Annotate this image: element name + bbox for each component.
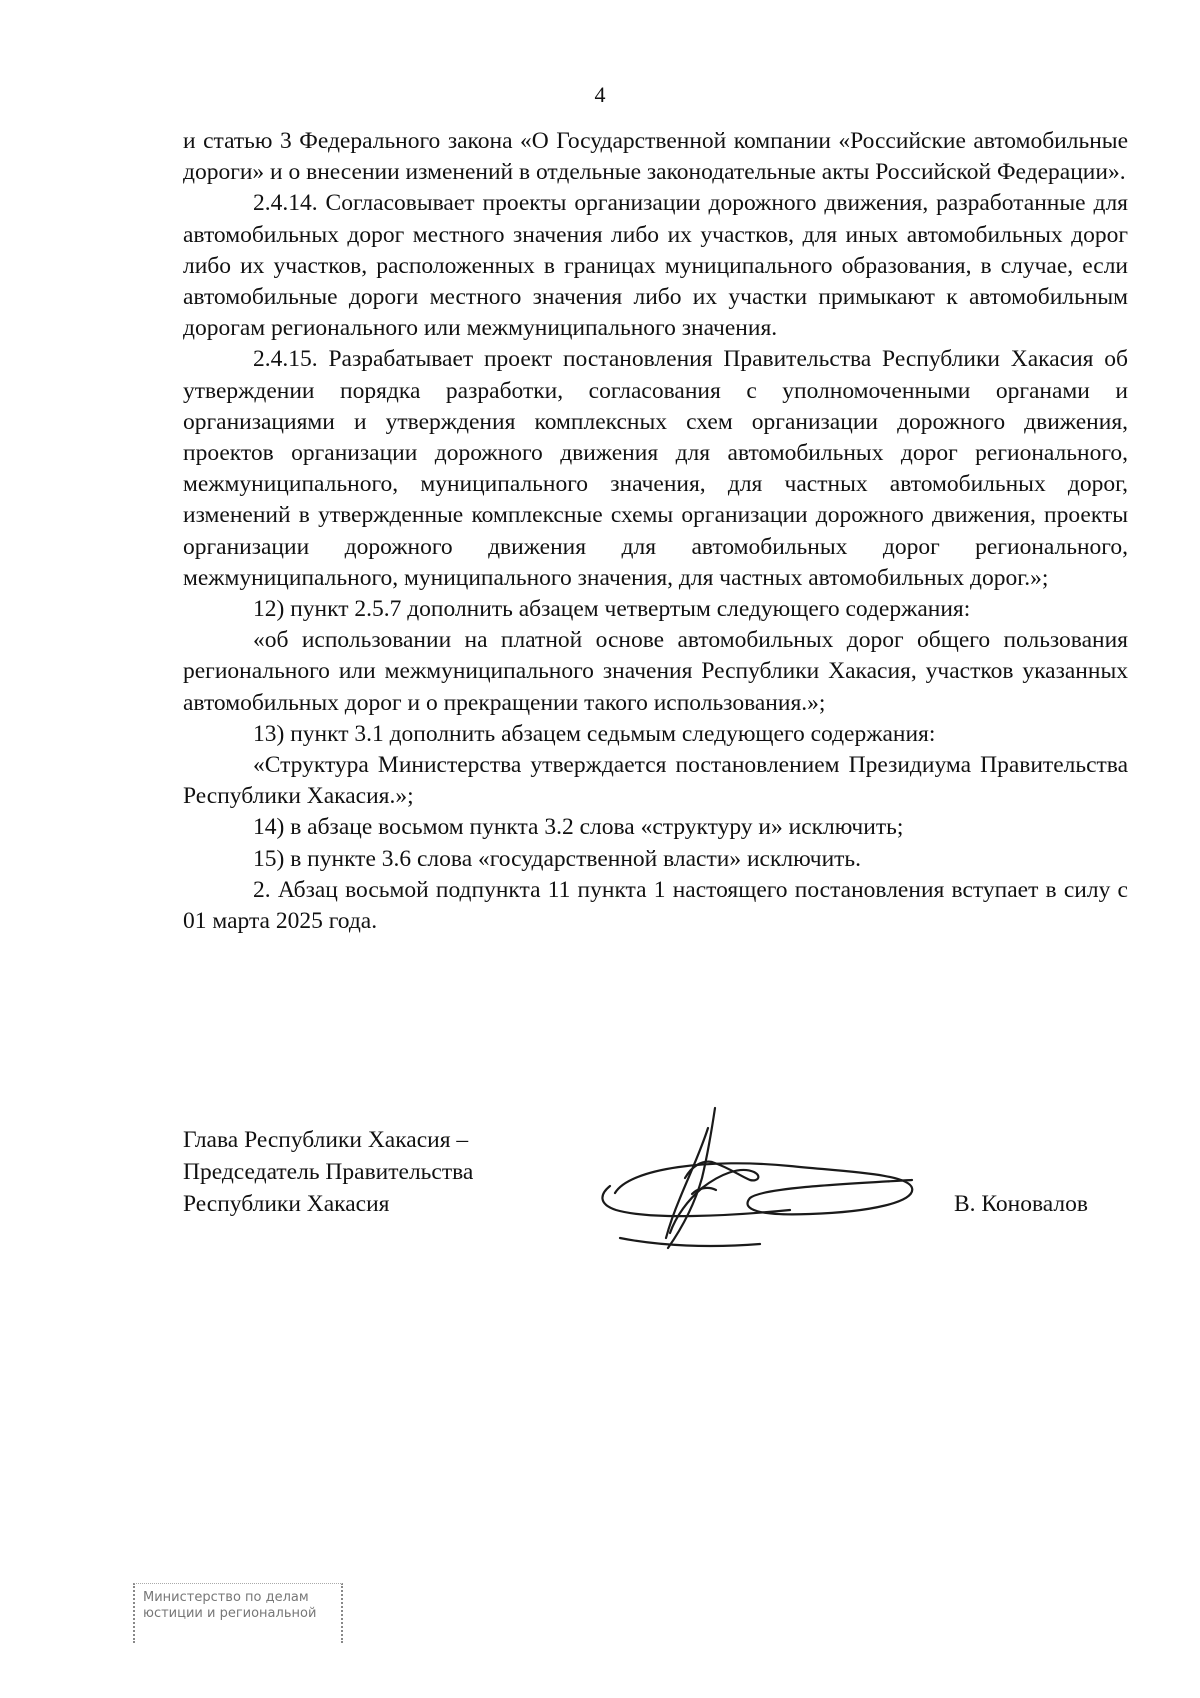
signatory-title-line: Председатель Правительства xyxy=(183,1159,474,1185)
paragraph-item-14: 14) в абзаце восьмом пункта 3.2 слова «структуру и» исключить; xyxy=(253,814,904,841)
signatory-name: В. Коновалов xyxy=(954,1191,1089,1217)
paragraph-2-4-15: 2.4.15. Разрабатывает проект постановления Правительства Республики Хакасия об утверждении порядка разработки, согласования с уполномоченными органами и организациями и утверждения комплексных схем организации дорожного движения, проектов организации дорожного движения для автомобильных дорог регионального, межмуниципального, муниципального значения, для частных автомобильных дорог, изменений в утвержденные комплексные схемы организации дорожного движения, проекты организации дорожного движения для автомобильных дорог регионального, межмуниципального, муниципального значения, для частных автомобильных дорог.»; xyxy=(183,346,1128,591)
paragraph-2-4-14: 2.4.14. Согласовывает проекты организации дорожного движения, разработанные для автомобильных дорог местного значения либо их участков, для иных автомобильных дорог либо их участков, расположенных в границах муниципального образования, в случае, если автомобильные дороги местного значения либо их участки примыкают к автомобильным дорогам регионального или межмуниципального значения. xyxy=(183,190,1128,342)
paragraph-item-13: 13) пункт 3.1 дополнить абзацем седьмым следующего содержания: xyxy=(253,720,936,747)
signatory-title xyxy=(183,1124,583,1220)
paragraph-item-12: 12) пункт 2.5.7 дополнить абзацем четвертым следующего содержания: xyxy=(253,596,971,623)
paragraph-section-2: 2. Абзац восьмой подпункта 11 пункта 1 настоящего постановления вступает в силу с 01 марта 2025 года. xyxy=(183,876,1128,935)
paragraph-item-15: 15) в пункте 3.6 слова «государственной власти» исключить. xyxy=(253,845,862,872)
registration-stamp xyxy=(133,1583,343,1643)
paragraph-continuation: и статью 3 Федерального закона «О Государственной компании «Российские автомобильные дороги» и о внесении изменений в отдельные законодательные акты Российской Федерации». xyxy=(183,128,1128,186)
handwritten-signature xyxy=(590,1098,930,1263)
stamp-line: юстиции и региональной xyxy=(143,1606,317,1621)
paragraph-item-12-quote: «об использовании на платной основе автомобильных дорог общего пользования регионального или межмуниципального значения Республики Хакасия, участков указанных автомобильных дорог и о прекращении такого использования.»; xyxy=(183,627,1128,716)
signatory-title-line: Глава Республики Хакасия – xyxy=(183,1127,469,1153)
document-body xyxy=(183,126,1128,937)
signatory-title-line: Республики Хакасия xyxy=(183,1191,390,1217)
paragraph-item-13-quote: «Структура Министерства утверждается постановлением Президиума Правительства Республики Хакасия.»; xyxy=(183,752,1128,810)
page-number: 4 xyxy=(594,82,606,107)
stamp-line: Министерство по делам xyxy=(143,1590,309,1605)
